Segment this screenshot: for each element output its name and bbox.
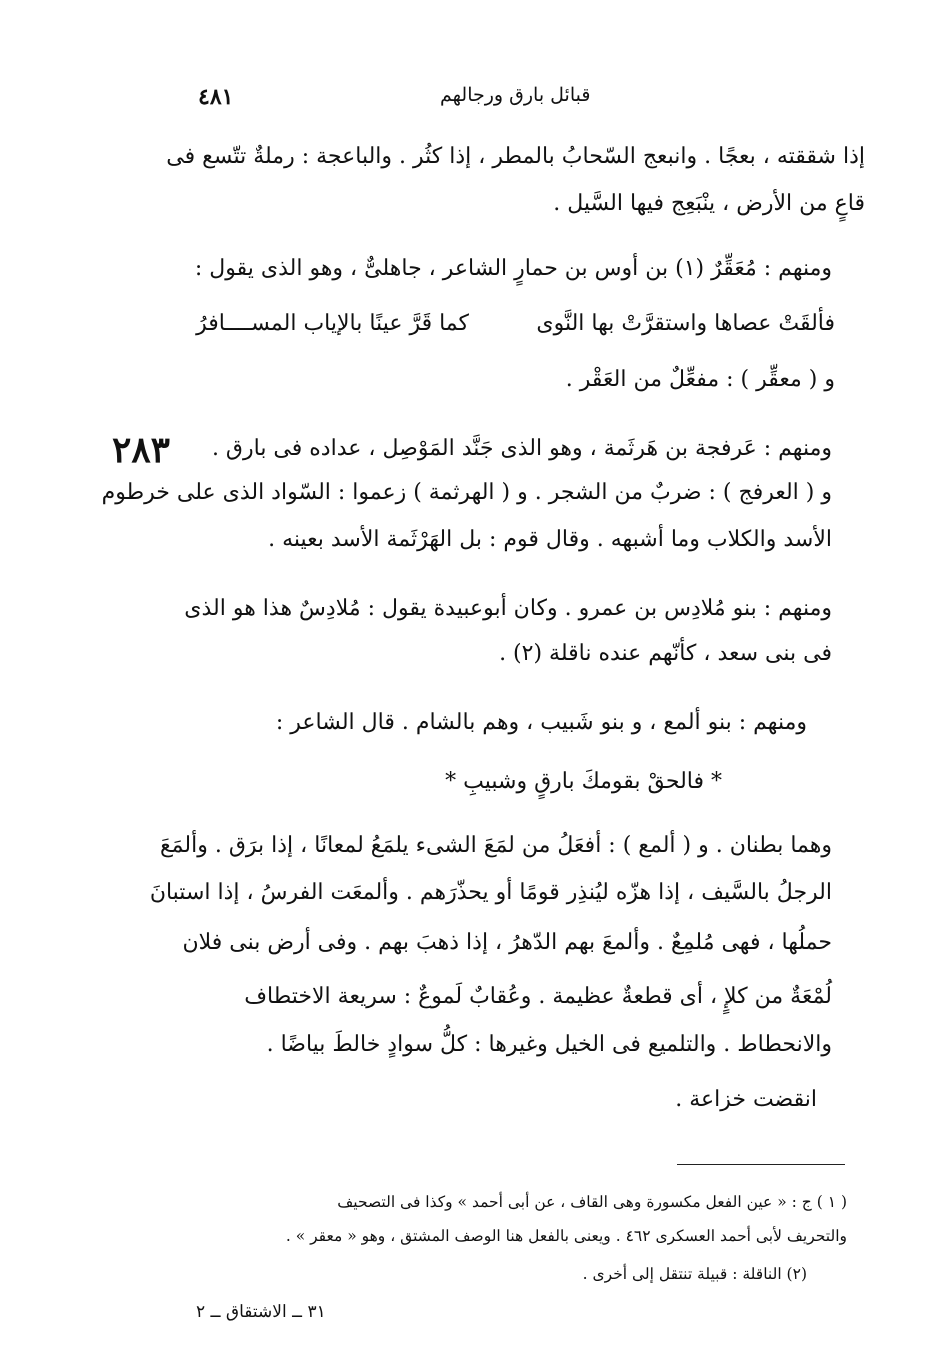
footnote-line: ( ١ ) ج : « عين الفعل مكسورة وهى القاف ، عن أبى أحمد » وكذا فى التصحيف [337,1193,847,1211]
section-end-line: انقضت خزاعة . [675,1087,817,1112]
text-line: قاعٍ من الأرض ، ينْبَعِج فيها السَّيل . [553,191,865,216]
footnote-separator [677,1164,845,1165]
verse-hemistich-second: كما قَرَّ عينًا بالإياب المســــافرُ [196,311,469,336]
text-line: إذا شققته ، بعجًا . وانبعج السّحابُ بالمطر ، إذا كثُر . والباعجة : رملةٌ تتّسع فى [166,144,865,169]
page-number: ٤٨١ [198,84,234,110]
verse-hemistich-first: فألقَتْ عصاها واستقرَّتْ بها النَّوى [536,311,835,336]
margin-section-number: ٢٨٣ [112,429,171,471]
text-line: ومنهم : بنو ألمع ، و بنو شَبيب ، وهم بالشام . قال الشاعر : [275,710,807,735]
text-line: الرجلُ بالسَّيف ، إذا هزّه ليُنذِر قومًا أو يحذّرَهم . وألمعَت الفرسُ ، إذا استبانَ [149,880,832,905]
text-line: الأسد والكلاب وما أشبهه . وقال قوم : بل الهَرْثَمة الأسد بعينه . [268,527,832,552]
text-line: ومنهم : مُعَقِّرٌ (١) بن أوس بن حمارٍ الشاعر ، جاهلىٌّ ، وهو الذى يقول : [194,256,832,281]
text-line: حملُها ، فهى مُلمِعٌ . وألمعَ بهم الدّهرُ ، إذا ذهبَ بهم . وفى أرض بنى فلان [182,930,832,955]
footnote-line: (٢) الناقلة : قبيلة تنتقل إلى أخرى . [582,1265,807,1283]
text-line: ومنهم : عَرفجة بن هَرثَمة ، وهو الذى جَنَّد المَوْصِل ، عداده فى بارق . [211,436,832,461]
text-line: لُمْعَةٌ من كلإٍ ، أى قطعةٌ عظيمة . وعُقابٌ لَموعٌ : سريعة الاختطاف [244,984,832,1009]
text-line: ومنهم : بنو مُلادِس بن عمرو . وكان أبوعبيدة يقول : مُلادِسٌ هذا هو الذى [184,596,832,621]
running-title: قبائل بارق ورجالهم [440,84,591,106]
text-line: و ( معقِّر ) : مفعِّلٌ من العَقْر . [565,367,835,392]
footnote-line: والتحريف لأبى أحمد العسكرى ٤٦٢ . ويعنى بالفعل هنا الوصف المشتق ، وهو « معقر » . [285,1227,847,1245]
text-line: والانحطاط . والتلميع فى الخيل وغيرها : كلُّ سوادٍ خالطَ بياضًا . [266,1032,832,1057]
text-line: وهما بطنان . و ( ألمع ) : أفعَلُ من لمَعَ الشىء يلمَعُ لمعانًا ، إذا برَق . وألمَعَ [159,833,832,858]
verse-half-line: * فالحقْ بقومكَ بارقٍ وشبيبِ * [445,769,722,794]
text-line: و ( العرفج ) : ضربٌ من الشجر . و ( الهرثمة ) زعموا : السّواد الذى على خرطوم [101,480,832,505]
text-line: فى بنى سعد ، كأنّهم عنده ناقلة (٢) . [499,641,832,666]
signature-mark: ٣١ ــ الاشتقاق ــ ٢ [196,1302,326,1322]
